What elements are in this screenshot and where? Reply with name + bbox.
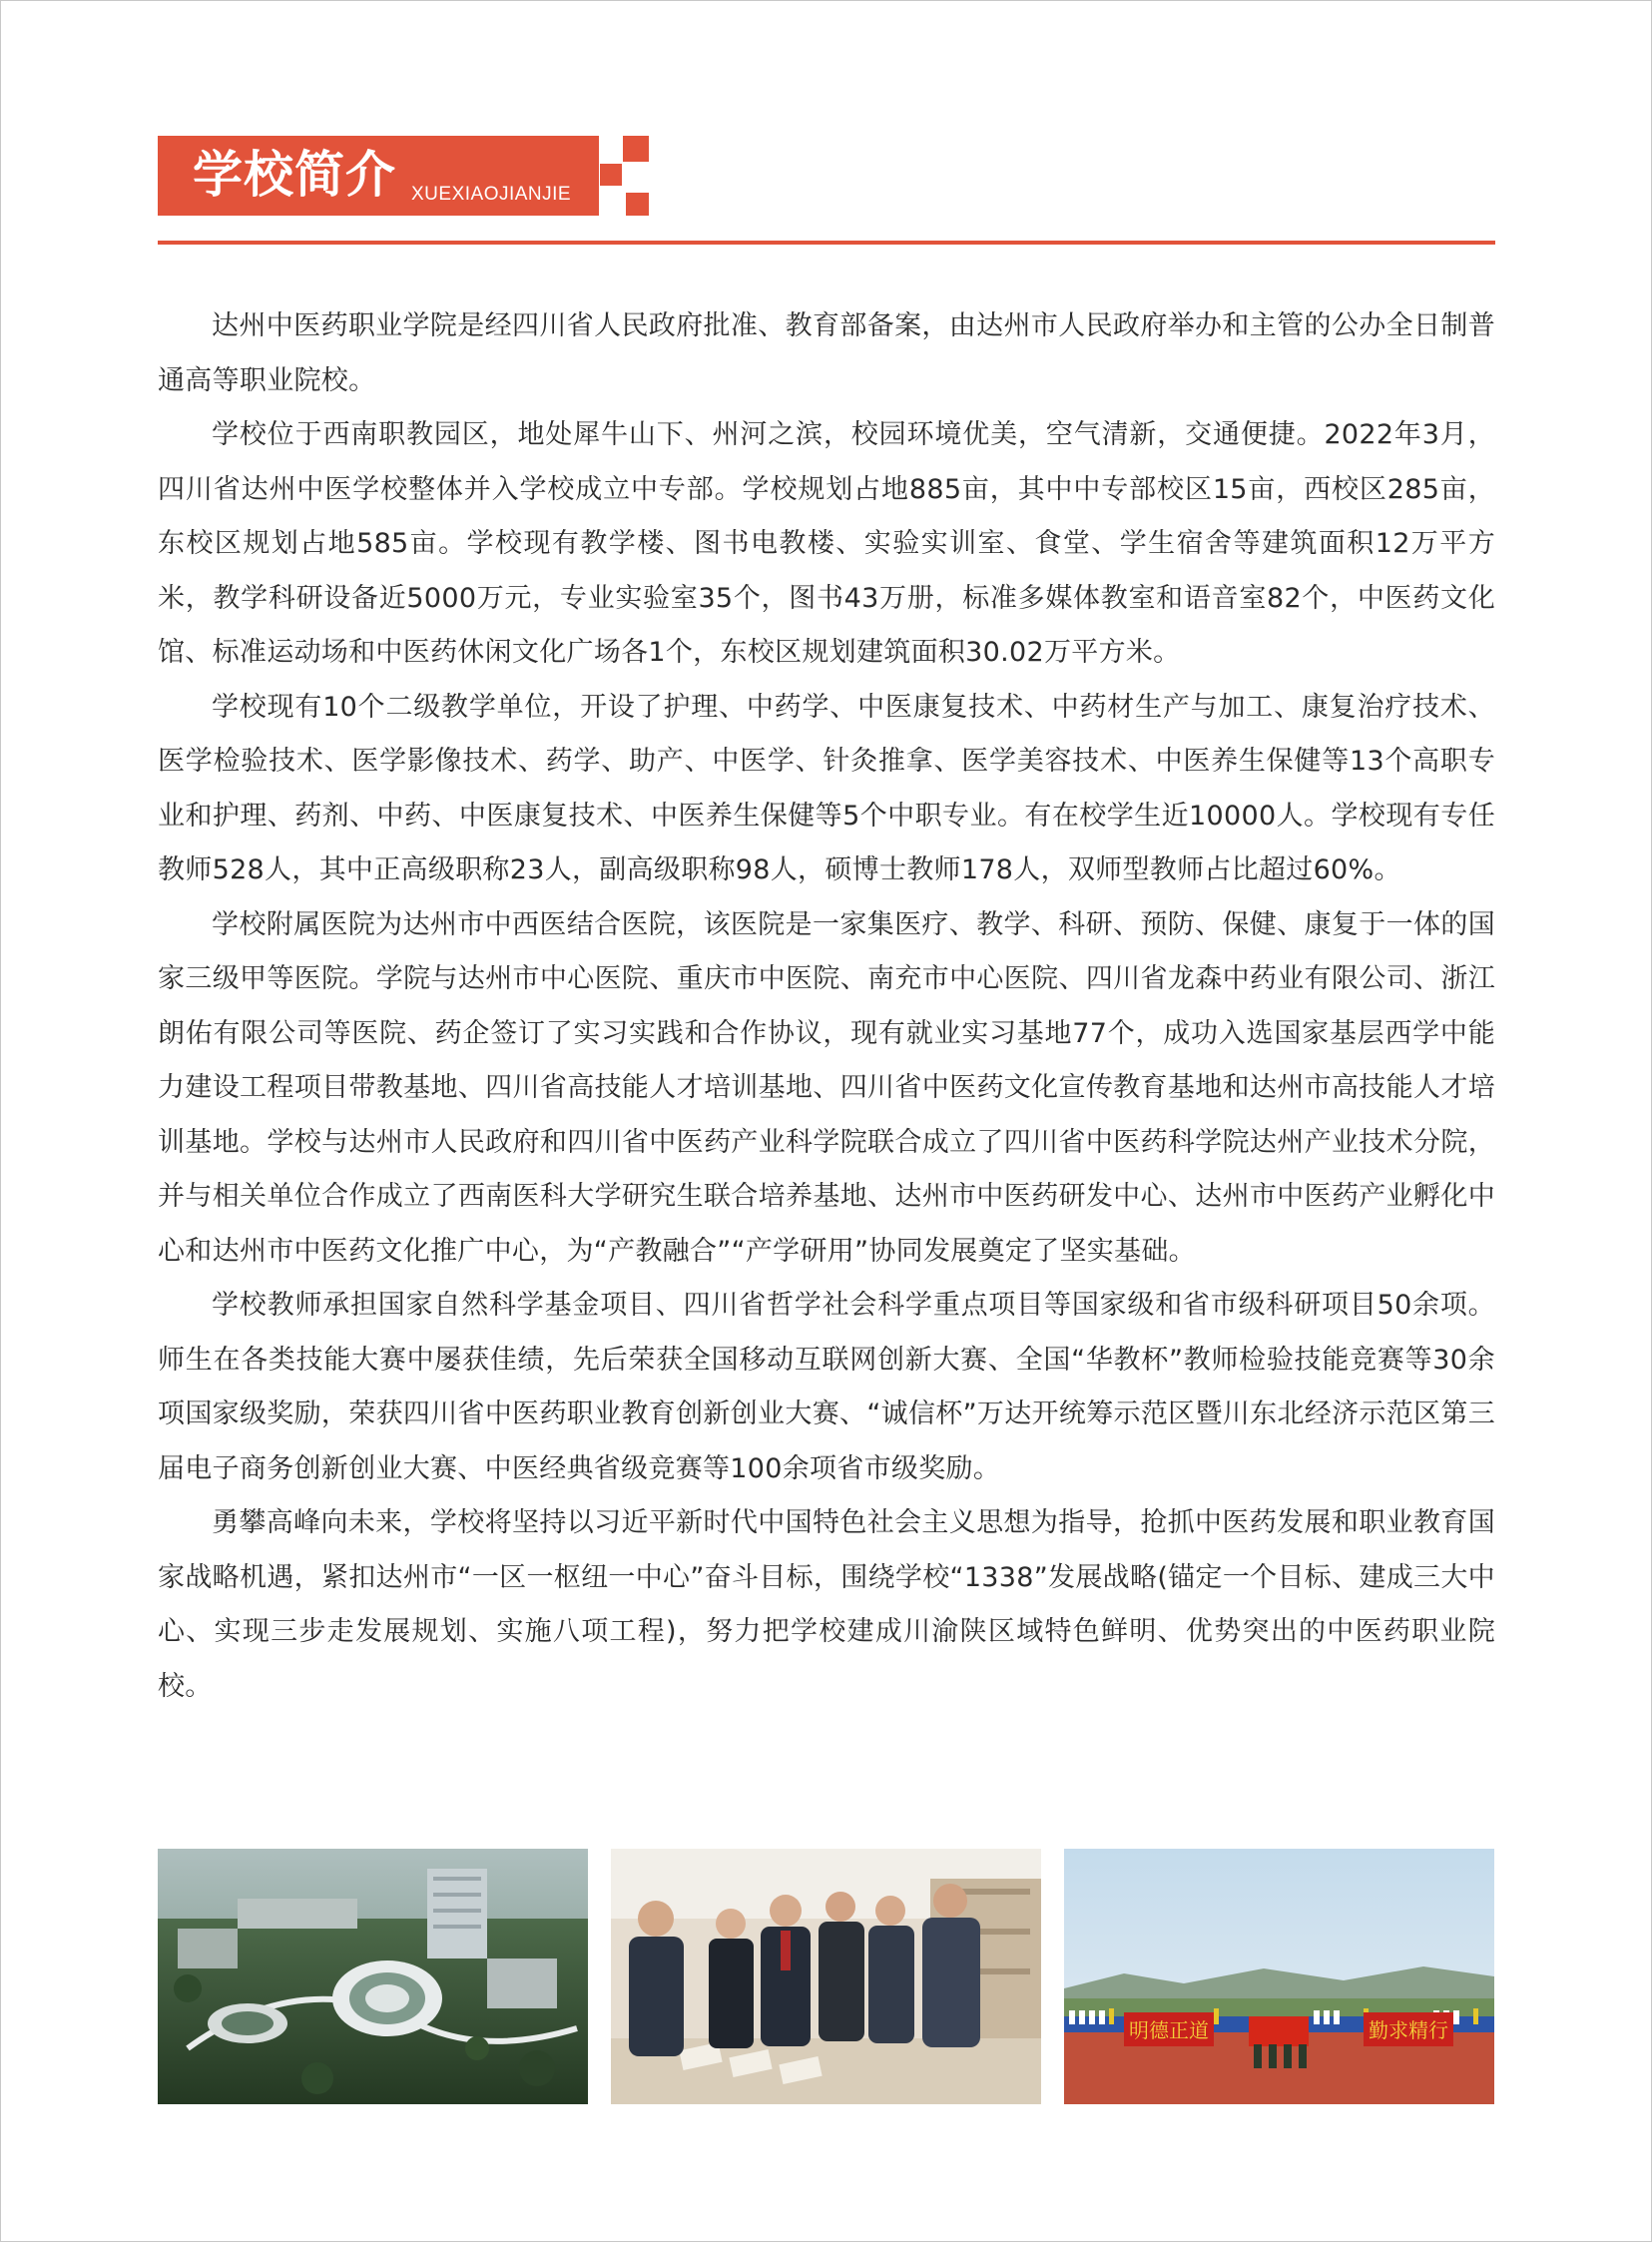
campus-aerial-photo [158,1849,588,2104]
visit-exhibition-photo [611,1849,1041,2104]
paragraph: 勇攀高峰向未来，学校将坚持以习近平新时代中国特色社会主义思想为指导，抢抓中医药发展和职业教育国家战略机遇，紧扣达州市“一区一枢纽一中心”奋斗目标，围绕学校“1338”发展战略(锚定一个目标、建成三大中心、实现三步走发展规划、实施八项工程)，努力把学校建成川渝陕区域特色鲜明、优势突出的中医药职业院校。 [158,1507,1495,1702]
decor-square [626,193,649,216]
decor-square [623,136,649,162]
paragraph: 学校教师承担国家自然科学基金项目、四川省哲学社会科学重点项目等国家级和省市级科研项目50余项。师生在各类技能大赛中屡获佳绩，先后荣获全国移动互联网创新大赛、全国“华教杯”教师检验技能竞赛等30余项国家级奖励，荣获四川省中医药职业教育创新创业大赛、“诚信杯”万达开统筹示范区暨川东北经济示范区第三届电子商务创新创业大赛、中医经典省级竞赛等100余项省市级奖励。 [158,1290,1495,1484]
paragraph: 学校附属医院为达州市中西医结合医院，该医院是一家集医疗、教学、科研、预防、保健、康复于一体的国家三级甲等医院。学院与达州市中心医院、重庆市中医院、南充市中心医院、四川省龙森中药业有限公司、浙江朗佑有限公司等医院、药企签订了实习实践和合作协议，现有就业实习基地77个，成功入选国家基层西学中能力建设工程项目带教基地、四川省高技能人才培训基地、四川省中医药文化宣传教育基地和达州市高技能人才培训基地。学校与达州市人民政府和四川省中医药产业科学院联合成立了四川省中医药科学院达州产业技术分院，并与相关单位合作成立了西南医科大学研究生联合培养基地、达州市中医药研发中心、达州市中医药产业孵化中心和达州市中医药文化推广中心，为“产教融合”“产学研用”协同发展奠定了坚实基础。 [158,908,1495,1267]
paragraph: 达州中医药职业学院是经四川省人民政府批准、教育部备案，由达州市人民政府举办和主管的公办全日制普通高等职业院校。 [158,310,1495,396]
banner-right-text: 勤求精行 [1369,2018,1448,2042]
sports-ceremony-photo [1064,1849,1494,2104]
section-subtitle: XUEXIAOJIANJIE [411,184,572,205]
intro-text [158,299,1495,1714]
paragraph: 学校现有10个二级教学单位，开设了护理、中药学、中医康复技术、中药材生产与加工、康复治疗技术、医学检验技术、医学影像技术、药学、助产、中医学、针灸推拿、医学美容技术、中医养生保健等13个高职专业和护理、药剂、中药、中医康复技术、中医养生保健等5个中职专业。有在校学生近10000人。学校现有专任教师528人，其中正高级职称23人，副高级职称98人，硕博士教师178人，双师型教师占比超过60%。 [158,691,1495,885]
banner-left-text: 明德正道 [1129,2018,1209,2042]
section-title: 学校简介 [193,145,396,204]
paragraph: 学校位于西南职教园区，地处犀牛山下、州河之滨，校园环境优美，空气清新，交通便捷。2022年3月，四川省达州中医学校整体并入学校成立中专部。学校规划占地885亩，其中中专部校区15亩，西校区285亩，东校区规划占地585亩。学校现有教学楼、图书电教楼、实验实训室、食堂、学生宿舍等建筑面积12万平方米，教学科研设备近5000万元，专业实验室35个，图书43万册，标准多媒体教室和语音室82个，中医药文化馆、标准运动场和中医药休闲文化广场各1个，东校区规划建筑面积30.02万平方米。 [158,419,1495,668]
header-divider [158,241,1495,245]
section-header-banner [158,136,599,216]
decor-square [600,164,622,186]
